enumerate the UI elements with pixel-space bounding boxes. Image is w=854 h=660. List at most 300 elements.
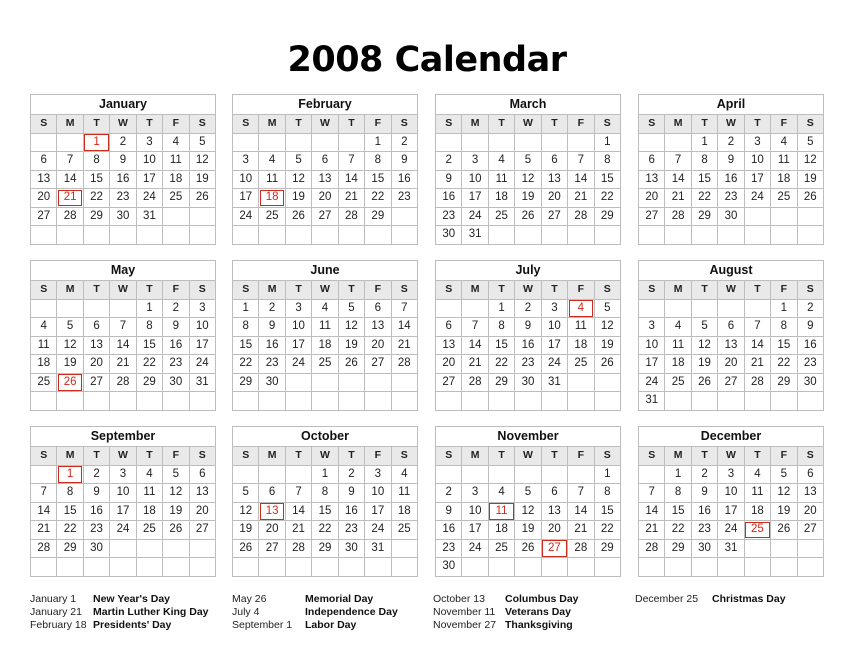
day-cell: 20 xyxy=(718,355,744,374)
holiday-name: Columbus Day xyxy=(505,593,579,605)
day-cell: 6 xyxy=(312,152,338,171)
day-cell: 20 xyxy=(189,502,215,521)
day-cell: 4 xyxy=(391,465,417,484)
day-cell: 28 xyxy=(568,207,594,226)
day-cell: 2 xyxy=(797,299,823,318)
day-cell: 16 xyxy=(259,336,285,355)
empty-cell xyxy=(285,558,311,577)
day-cell: 22 xyxy=(488,355,514,374)
weekday-label: S xyxy=(639,447,665,466)
empty-cell xyxy=(744,539,770,558)
day-cell: 8 xyxy=(771,318,797,337)
day-cell: 22 xyxy=(665,521,691,540)
day-cell: 23 xyxy=(436,539,462,558)
day-cell: 22 xyxy=(136,355,162,374)
empty-cell xyxy=(568,558,594,577)
day-cell: 17 xyxy=(365,502,391,521)
day-cell: 21 xyxy=(338,189,364,208)
empty-cell xyxy=(515,392,541,411)
day-cell: 10 xyxy=(136,152,162,171)
weekday-label: W xyxy=(718,281,744,300)
day-cell: 2 xyxy=(515,299,541,318)
holiday-date: December 25 xyxy=(635,593,699,605)
empty-cell xyxy=(771,558,797,577)
month-name: February xyxy=(233,95,418,115)
holiday-name: Presidents' Day xyxy=(93,619,172,631)
day-cell: 28 xyxy=(338,207,364,226)
empty-cell xyxy=(462,392,488,411)
day-cell: 6 xyxy=(365,299,391,318)
weekday-label: M xyxy=(665,447,691,466)
empty-cell xyxy=(285,373,311,392)
weekday-label: S xyxy=(189,447,215,466)
day-cell: 6 xyxy=(436,318,462,337)
day-cell: 21 xyxy=(285,521,311,540)
holiday-day-cell: 26 xyxy=(57,373,83,392)
day-cell: 7 xyxy=(462,318,488,337)
empty-cell xyxy=(665,226,691,245)
month-june xyxy=(232,260,418,411)
empty-cell xyxy=(541,465,567,484)
weekday-label: W xyxy=(515,115,541,134)
day-cell: 19 xyxy=(163,502,189,521)
weekday-label: S xyxy=(594,281,620,300)
empty-cell xyxy=(110,558,136,577)
day-cell: 4 xyxy=(259,152,285,171)
day-cell: 24 xyxy=(744,189,770,208)
weekday-label: T xyxy=(285,281,311,300)
day-cell: 30 xyxy=(718,207,744,226)
holiday-entry xyxy=(433,593,579,606)
weekday-label: S xyxy=(233,447,259,466)
day-cell: 5 xyxy=(691,318,717,337)
day-cell: 24 xyxy=(233,207,259,226)
empty-cell xyxy=(488,226,514,245)
day-cell: 10 xyxy=(462,502,488,521)
day-cell: 22 xyxy=(691,189,717,208)
month-august xyxy=(638,260,824,411)
weekday-label: F xyxy=(163,115,189,134)
weekday-label: T xyxy=(136,115,162,134)
day-cell: 4 xyxy=(136,465,162,484)
day-cell: 28 xyxy=(31,539,57,558)
weekday-label: F xyxy=(163,447,189,466)
weekday-label: T xyxy=(744,281,770,300)
day-cell: 11 xyxy=(391,484,417,503)
holiday-date: May 26 xyxy=(232,593,267,605)
day-cell: 31 xyxy=(718,539,744,558)
day-cell: 22 xyxy=(594,189,620,208)
empty-cell xyxy=(285,465,311,484)
day-cell: 12 xyxy=(189,152,215,171)
day-cell: 22 xyxy=(83,189,109,208)
empty-cell xyxy=(312,226,338,245)
weekday-label: S xyxy=(436,281,462,300)
day-cell: 18 xyxy=(744,502,770,521)
empty-cell xyxy=(515,558,541,577)
day-cell: 24 xyxy=(462,539,488,558)
day-cell: 2 xyxy=(436,484,462,503)
weekday-label: F xyxy=(163,281,189,300)
day-cell: 18 xyxy=(665,355,691,374)
empty-cell xyxy=(57,558,83,577)
day-cell: 12 xyxy=(163,484,189,503)
day-cell: 31 xyxy=(541,373,567,392)
day-cell: 4 xyxy=(771,133,797,152)
day-cell: 23 xyxy=(515,355,541,374)
day-cell: 28 xyxy=(57,207,83,226)
day-cell: 19 xyxy=(338,336,364,355)
empty-cell xyxy=(259,392,285,411)
day-cell: 19 xyxy=(515,189,541,208)
day-cell: 10 xyxy=(639,336,665,355)
weekday-label: F xyxy=(568,115,594,134)
day-cell: 25 xyxy=(136,521,162,540)
holiday-name: Memorial Day xyxy=(305,593,374,605)
empty-cell xyxy=(665,392,691,411)
empty-cell xyxy=(744,299,770,318)
weekday-label: F xyxy=(365,281,391,300)
day-cell: 28 xyxy=(744,373,770,392)
day-cell: 3 xyxy=(285,299,311,318)
day-cell: 9 xyxy=(163,318,189,337)
weekday-label: T xyxy=(691,115,717,134)
empty-cell xyxy=(338,226,364,245)
day-cell: 16 xyxy=(436,521,462,540)
day-cell: 31 xyxy=(639,392,665,411)
holiday-entry xyxy=(232,606,398,619)
day-cell: 30 xyxy=(436,558,462,577)
day-cell: 12 xyxy=(57,336,83,355)
day-cell: 11 xyxy=(568,318,594,337)
empty-cell xyxy=(391,207,417,226)
day-cell: 23 xyxy=(83,521,109,540)
day-cell: 9 xyxy=(436,170,462,189)
day-cell: 2 xyxy=(436,152,462,171)
weekday-label: S xyxy=(639,115,665,134)
empty-cell xyxy=(594,373,620,392)
day-cell: 4 xyxy=(488,152,514,171)
day-cell: 3 xyxy=(462,152,488,171)
day-cell: 6 xyxy=(639,152,665,171)
day-cell: 3 xyxy=(189,299,215,318)
empty-cell xyxy=(744,226,770,245)
day-cell: 5 xyxy=(771,465,797,484)
day-cell: 12 xyxy=(515,170,541,189)
weekday-label: S xyxy=(594,447,620,466)
day-cell: 24 xyxy=(541,355,567,374)
day-cell: 27 xyxy=(312,207,338,226)
day-cell: 12 xyxy=(338,318,364,337)
holiday-day-cell: 1 xyxy=(57,465,83,484)
empty-cell xyxy=(594,226,620,245)
day-cell: 20 xyxy=(797,502,823,521)
day-cell: 29 xyxy=(83,207,109,226)
day-cell: 27 xyxy=(639,207,665,226)
day-cell: 25 xyxy=(259,207,285,226)
weekday-label: M xyxy=(57,115,83,134)
day-cell: 6 xyxy=(83,318,109,337)
day-cell: 24 xyxy=(639,373,665,392)
day-cell: 3 xyxy=(365,465,391,484)
day-cell: 10 xyxy=(285,318,311,337)
day-cell: 13 xyxy=(365,318,391,337)
empty-cell xyxy=(391,226,417,245)
day-cell: 30 xyxy=(110,207,136,226)
empty-cell xyxy=(771,226,797,245)
day-cell: 23 xyxy=(259,355,285,374)
day-cell: 5 xyxy=(285,152,311,171)
day-cell: 8 xyxy=(57,484,83,503)
month-december xyxy=(638,426,824,577)
weekday-label: T xyxy=(691,281,717,300)
day-cell: 20 xyxy=(365,336,391,355)
day-cell: 27 xyxy=(31,207,57,226)
holiday-column xyxy=(433,593,579,632)
day-cell: 8 xyxy=(665,484,691,503)
day-cell: 14 xyxy=(462,336,488,355)
day-cell: 12 xyxy=(691,336,717,355)
day-cell: 3 xyxy=(110,465,136,484)
day-cell: 14 xyxy=(744,336,770,355)
day-cell: 23 xyxy=(436,207,462,226)
day-cell: 20 xyxy=(436,355,462,374)
weekday-label: S xyxy=(436,115,462,134)
weekday-label: T xyxy=(488,115,514,134)
empty-cell xyxy=(312,373,338,392)
empty-cell xyxy=(639,465,665,484)
day-cell: 5 xyxy=(233,484,259,503)
day-cell: 23 xyxy=(391,189,417,208)
holiday-entry xyxy=(232,593,398,606)
day-cell: 1 xyxy=(233,299,259,318)
empty-cell xyxy=(718,558,744,577)
day-cell: 21 xyxy=(639,521,665,540)
page-title: 2008 Calendar xyxy=(287,40,567,80)
holiday-day-cell: 13 xyxy=(259,502,285,521)
month-name: March xyxy=(436,95,621,115)
day-cell: 29 xyxy=(665,539,691,558)
day-cell: 13 xyxy=(639,170,665,189)
day-cell: 14 xyxy=(57,170,83,189)
empty-cell xyxy=(568,373,594,392)
empty-cell xyxy=(285,392,311,411)
month-july xyxy=(435,260,621,411)
day-cell: 9 xyxy=(436,502,462,521)
day-cell: 21 xyxy=(31,521,57,540)
day-cell: 18 xyxy=(31,355,57,374)
weekday-label: T xyxy=(338,115,364,134)
empty-cell xyxy=(665,133,691,152)
day-cell: 25 xyxy=(312,355,338,374)
empty-cell xyxy=(163,207,189,226)
day-cell: 13 xyxy=(718,336,744,355)
day-cell: 26 xyxy=(515,539,541,558)
day-cell: 9 xyxy=(259,318,285,337)
day-cell: 5 xyxy=(594,299,620,318)
weekday-label: S xyxy=(391,447,417,466)
day-cell: 11 xyxy=(259,170,285,189)
empty-cell xyxy=(797,207,823,226)
empty-cell xyxy=(338,133,364,152)
day-cell: 6 xyxy=(189,465,215,484)
day-cell: 17 xyxy=(189,336,215,355)
day-cell: 10 xyxy=(462,170,488,189)
weekday-label: M xyxy=(462,115,488,134)
empty-cell xyxy=(568,392,594,411)
day-cell: 20 xyxy=(83,355,109,374)
weekday-label: W xyxy=(718,447,744,466)
day-cell: 25 xyxy=(488,207,514,226)
day-cell: 14 xyxy=(568,170,594,189)
day-cell: 22 xyxy=(771,355,797,374)
empty-cell xyxy=(488,392,514,411)
day-cell: 25 xyxy=(771,189,797,208)
month-name: January xyxy=(31,95,216,115)
day-cell: 3 xyxy=(744,133,770,152)
day-cell: 26 xyxy=(189,189,215,208)
day-cell: 2 xyxy=(691,465,717,484)
day-cell: 6 xyxy=(797,465,823,484)
day-cell: 18 xyxy=(312,336,338,355)
empty-cell xyxy=(189,558,215,577)
empty-cell xyxy=(594,558,620,577)
day-cell: 27 xyxy=(436,373,462,392)
empty-cell xyxy=(312,133,338,152)
day-cell: 21 xyxy=(568,521,594,540)
day-cell: 15 xyxy=(665,502,691,521)
empty-cell xyxy=(691,299,717,318)
month-name: September xyxy=(31,427,216,447)
day-cell: 13 xyxy=(83,336,109,355)
empty-cell xyxy=(391,392,417,411)
weekday-label: S xyxy=(797,447,823,466)
day-cell: 10 xyxy=(718,484,744,503)
day-cell: 8 xyxy=(136,318,162,337)
day-cell: 30 xyxy=(338,539,364,558)
day-cell: 19 xyxy=(594,336,620,355)
day-cell: 8 xyxy=(691,152,717,171)
day-cell: 17 xyxy=(110,502,136,521)
empty-cell xyxy=(488,465,514,484)
day-cell: 6 xyxy=(718,318,744,337)
empty-cell xyxy=(365,226,391,245)
holiday-entry xyxy=(30,593,209,606)
day-cell: 9 xyxy=(110,152,136,171)
empty-cell xyxy=(136,392,162,411)
empty-cell xyxy=(797,226,823,245)
day-cell: 26 xyxy=(285,207,311,226)
day-cell: 9 xyxy=(515,318,541,337)
weekday-label: M xyxy=(462,447,488,466)
day-cell: 13 xyxy=(541,170,567,189)
empty-cell xyxy=(462,465,488,484)
empty-cell xyxy=(594,392,620,411)
empty-cell xyxy=(31,226,57,245)
day-cell: 26 xyxy=(771,521,797,540)
empty-cell xyxy=(639,299,665,318)
day-cell: 23 xyxy=(797,355,823,374)
month-name: July xyxy=(436,261,621,281)
empty-cell xyxy=(691,392,717,411)
day-cell: 13 xyxy=(312,170,338,189)
empty-cell xyxy=(488,558,514,577)
empty-cell xyxy=(31,392,57,411)
month-september xyxy=(30,426,216,577)
day-cell: 29 xyxy=(488,373,514,392)
day-cell: 6 xyxy=(541,152,567,171)
weekday-label: T xyxy=(83,281,109,300)
weekday-label: T xyxy=(744,447,770,466)
day-cell: 2 xyxy=(259,299,285,318)
weekday-label: S xyxy=(31,115,57,134)
day-cell: 20 xyxy=(541,521,567,540)
weekday-label: M xyxy=(57,281,83,300)
day-cell: 16 xyxy=(718,170,744,189)
day-cell: 27 xyxy=(541,207,567,226)
day-cell: 16 xyxy=(338,502,364,521)
holiday-column xyxy=(232,593,398,632)
day-cell: 23 xyxy=(338,521,364,540)
empty-cell xyxy=(391,558,417,577)
day-cell: 1 xyxy=(594,465,620,484)
empty-cell xyxy=(744,558,770,577)
empty-cell xyxy=(83,392,109,411)
day-cell: 9 xyxy=(83,484,109,503)
month-november xyxy=(435,426,621,577)
month-october xyxy=(232,426,418,577)
day-cell: 19 xyxy=(285,189,311,208)
day-cell: 12 xyxy=(771,484,797,503)
empty-cell xyxy=(259,133,285,152)
empty-cell xyxy=(771,539,797,558)
day-cell: 16 xyxy=(515,336,541,355)
weekday-label: M xyxy=(665,115,691,134)
weekday-label: S xyxy=(797,281,823,300)
day-cell: 31 xyxy=(462,226,488,245)
day-cell: 25 xyxy=(488,539,514,558)
empty-cell xyxy=(771,392,797,411)
weekday-label: S xyxy=(639,281,665,300)
day-cell: 15 xyxy=(312,502,338,521)
day-cell: 7 xyxy=(391,299,417,318)
empty-cell xyxy=(365,373,391,392)
day-cell: 10 xyxy=(365,484,391,503)
day-cell: 24 xyxy=(285,355,311,374)
weekday-label: W xyxy=(515,447,541,466)
day-cell: 3 xyxy=(718,465,744,484)
empty-cell xyxy=(110,539,136,558)
empty-cell xyxy=(436,392,462,411)
weekday-label: W xyxy=(110,281,136,300)
day-cell: 21 xyxy=(568,189,594,208)
day-cell: 12 xyxy=(233,502,259,521)
month-january xyxy=(30,94,216,245)
day-cell: 24 xyxy=(365,521,391,540)
day-cell: 22 xyxy=(312,521,338,540)
day-cell: 19 xyxy=(57,355,83,374)
weekday-label: S xyxy=(189,115,215,134)
holiday-name: Labor Day xyxy=(305,619,357,631)
day-cell: 25 xyxy=(665,373,691,392)
day-cell: 27 xyxy=(365,355,391,374)
day-cell: 8 xyxy=(488,318,514,337)
empty-cell xyxy=(259,465,285,484)
holiday-name: New Year's Day xyxy=(93,593,171,605)
empty-cell xyxy=(312,558,338,577)
day-cell: 21 xyxy=(110,355,136,374)
day-cell: 7 xyxy=(110,318,136,337)
